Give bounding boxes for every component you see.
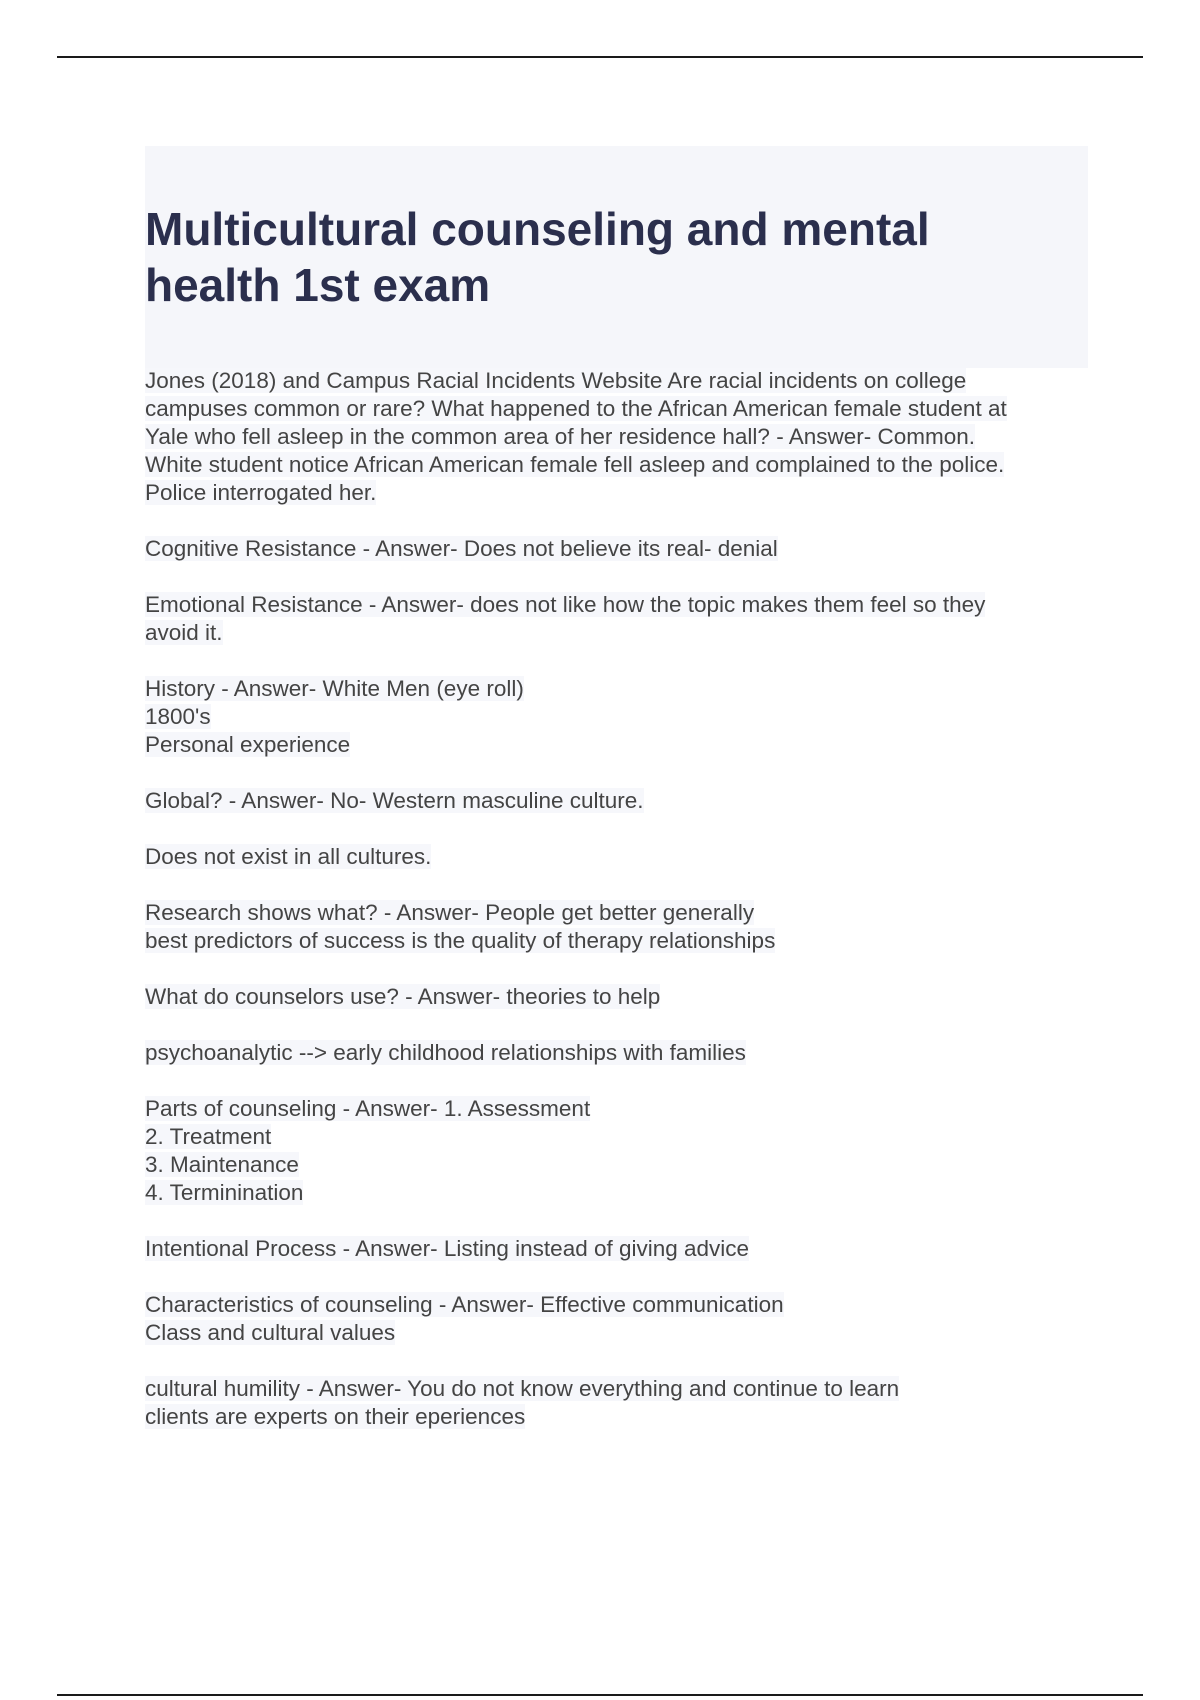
qa-line-text: Parts of counseling - Answer- 1. Assessment: [145, 1096, 591, 1121]
qa-line: [145, 1095, 1085, 1123]
qa-entry: [145, 1375, 1085, 1431]
qa-line-text: Personal experience: [145, 732, 351, 757]
qa-entry: [145, 367, 1085, 507]
qa-line-text: History - Answer- White Men (eye roll): [145, 676, 524, 701]
qa-line: [145, 479, 1085, 507]
qa-entry: [145, 1095, 1085, 1207]
qa-line: [145, 1291, 1085, 1319]
qa-line: [145, 619, 1085, 647]
qa-entry: [145, 787, 1085, 815]
qa-line: [145, 1319, 1085, 1347]
qa-line: [145, 787, 1085, 815]
qa-line: [145, 675, 1085, 703]
qa-line: [145, 451, 1085, 479]
qa-line-text: Class and cultural values: [145, 1320, 396, 1345]
qa-line: [145, 1179, 1085, 1207]
qa-line-text: White student notice African American female fell asleep and complained to the police.: [145, 452, 1005, 477]
qa-line: [145, 1039, 1085, 1067]
qa-entry: [145, 1039, 1085, 1067]
title-block: [145, 146, 1088, 368]
qa-entry: [145, 1291, 1085, 1347]
qa-line: [145, 535, 1085, 563]
qa-line-text: cultural humility - Answer- You do not know everything and continue to learn: [145, 1376, 900, 1401]
qa-line: [145, 731, 1085, 759]
qa-line: [145, 843, 1085, 871]
qa-line-text: 4. Terminination: [145, 1180, 304, 1205]
qa-line-text: What do counselors use? - Answer- theories to help: [145, 984, 661, 1009]
qa-line: [145, 1151, 1085, 1179]
qa-line-text: 2. Treatment: [145, 1124, 272, 1149]
qa-entry: [145, 535, 1085, 563]
qa-line: [145, 1403, 1085, 1431]
qa-line-text: Research shows what? - Answer- People get better generally: [145, 900, 755, 925]
qa-line-text: Police interrogated her.: [145, 480, 377, 505]
qa-line-text: Jones (2018) and Campus Racial Incidents Website Are racial incidents on college: [145, 368, 967, 393]
qa-line-text: 3. Maintenance: [145, 1152, 299, 1177]
qa-line-text: campuses common or rare? What happened to the African American female student at: [145, 396, 1007, 421]
qa-line: [145, 927, 1085, 955]
qa-entry: [145, 843, 1085, 871]
qa-line: [145, 983, 1085, 1011]
qa-line-text: Emotional Resistance - Answer- does not like how the topic makes them feel so they: [145, 592, 986, 617]
qa-line-text: Global? - Answer- No- Western masculine culture.: [145, 788, 644, 813]
qa-list: [145, 367, 1085, 1459]
qa-line-text: best predictors of success is the quality of therapy relationships: [145, 928, 776, 953]
qa-line-text: Intentional Process - Answer- Listing instead of giving advice: [145, 1236, 750, 1261]
bottom-divider: [57, 1694, 1143, 1696]
qa-entry: [145, 899, 1085, 955]
qa-line-text: psychoanalytic --> early childhood relationships with families: [145, 1040, 746, 1065]
qa-entry: [145, 983, 1085, 1011]
qa-line-text: avoid it.: [145, 620, 223, 645]
qa-line-text: 1800's: [145, 704, 211, 729]
qa-line: [145, 899, 1085, 927]
top-divider: [57, 56, 1143, 58]
qa-line-text: clients are experts on their eperiences: [145, 1404, 526, 1429]
qa-line: [145, 367, 1085, 395]
qa-line-text: Does not exist in all cultures.: [145, 844, 432, 869]
qa-line: [145, 1123, 1085, 1151]
qa-line-text: Characteristics of counseling - Answer- Effective communication: [145, 1292, 784, 1317]
qa-line: [145, 1235, 1085, 1263]
qa-line-text: Yale who fell asleep in the common area of her residence hall? - Answer- Common.: [145, 424, 975, 449]
qa-entry: [145, 675, 1085, 759]
qa-line-text: Cognitive Resistance - Answer- Does not believe its real- denial: [145, 536, 778, 561]
qa-entry: [145, 1235, 1085, 1263]
qa-entry: [145, 591, 1085, 647]
document-title: Multicultural counseling and mental health 1st exam: [145, 203, 930, 311]
qa-line: [145, 703, 1085, 731]
qa-line: [145, 1375, 1085, 1403]
qa-line: [145, 395, 1085, 423]
qa-line: [145, 423, 1085, 451]
qa-line: [145, 591, 1085, 619]
